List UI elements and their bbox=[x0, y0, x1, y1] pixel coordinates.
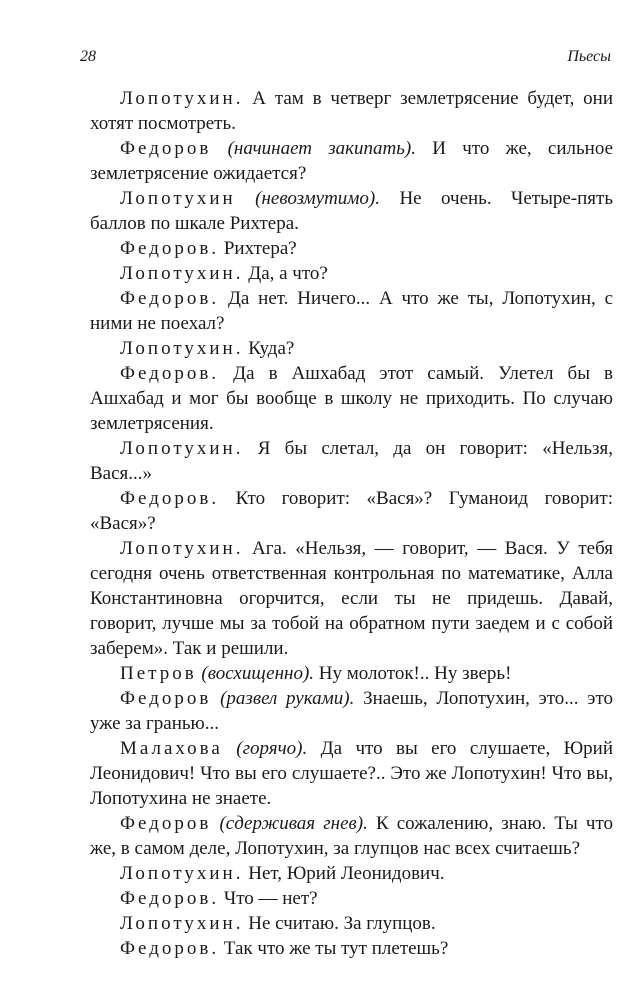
speaker-name: Лопотухин. bbox=[120, 263, 244, 284]
replica bbox=[90, 186, 613, 236]
stage-direction: (начинает закипать). bbox=[227, 138, 417, 159]
replica bbox=[90, 686, 613, 736]
page-header bbox=[80, 48, 611, 72]
speaker-name: Федоров. bbox=[120, 938, 220, 959]
replica-text: Да, а что? bbox=[248, 263, 328, 284]
replica-text: Рихтера? bbox=[223, 238, 297, 259]
replica bbox=[90, 736, 613, 811]
replica-text: Да нет. Ничего... А что же ты, Лопотухин, с ними не поехал? bbox=[90, 288, 614, 334]
replica bbox=[90, 886, 613, 911]
speaker-name: Лопотухин. bbox=[120, 338, 244, 359]
replica bbox=[90, 661, 613, 686]
speaker-name: Лопотухин. bbox=[120, 538, 244, 559]
replica-text: Знаешь, Лопотухин, это... это уже за гранью... bbox=[90, 688, 613, 734]
replica-text: И что же, сильное землетрясение ожидается? bbox=[90, 138, 614, 184]
stage-direction: (сдерживая гнев). bbox=[219, 813, 368, 834]
speaker-name: Федоров bbox=[120, 138, 212, 159]
replica bbox=[90, 936, 613, 961]
speaker-name: Федоров bbox=[120, 813, 212, 834]
replica bbox=[90, 136, 613, 186]
speaker-name: Федоров. bbox=[120, 363, 220, 384]
speaker-name: Федоров. bbox=[120, 888, 220, 909]
stage-direction: (невозмутимо). bbox=[255, 188, 381, 209]
speaker-name: Лопотухин. bbox=[120, 438, 244, 459]
speaker-name: Лопотухин bbox=[120, 188, 236, 209]
replica-text: К сожалению, знаю. Ты что же, в самом деле, Лопотухин, за глупцов нас всех считаешь? bbox=[90, 813, 614, 859]
speaker-name: Федоров bbox=[120, 688, 212, 709]
speaker-name: Федоров. bbox=[120, 288, 220, 309]
replica-text: Ага. «Нельзя, — говорит, — Вася. У тебя сегодня очень ответственная контрольная по математике, Алла Константиновна огорчится, если ты не придешь. Давай, говорит, лучше мы за тобой на обратном пути заедем и с собой заберем». Так и решили. bbox=[90, 538, 613, 659]
play-text bbox=[90, 86, 613, 961]
speaker-name: Федоров. bbox=[120, 238, 220, 259]
replica-text: Я бы слетал, да он говорит: «Нельзя, Вася...» bbox=[90, 438, 614, 484]
replica-text: А там в четверг землетрясение будет, они хотят посмотреть. bbox=[90, 88, 614, 134]
replica bbox=[90, 86, 613, 136]
speaker-name: Малахова bbox=[120, 738, 223, 759]
replica bbox=[90, 336, 613, 361]
replica-text: Нет, Юрий Леонидович. bbox=[248, 863, 445, 884]
speaker-name: Петров bbox=[120, 663, 197, 684]
replica-text: Да что вы его слушаете, Юрий Леонидович! Что вы его слушаете?.. Это же Лопотухин! Что вы, Лопотухина не знаете. bbox=[90, 738, 613, 809]
replica bbox=[90, 486, 613, 536]
replica-text: Не очень. Четыре-пять баллов по шкале Рихтера. bbox=[90, 188, 613, 234]
replica-text: Ну молоток!.. Ну зверь! bbox=[318, 663, 512, 684]
replica bbox=[90, 911, 613, 936]
speaker-name: Лопотухин. bbox=[120, 913, 244, 934]
replica-text: Кто говорит: «Вася»? Гуманоид говорит: «Вася»? bbox=[90, 488, 613, 534]
page-number: 28 bbox=[80, 48, 96, 65]
replica bbox=[90, 286, 613, 336]
replica bbox=[90, 361, 613, 436]
replica bbox=[90, 436, 613, 486]
stage-direction: (восхищенно). bbox=[201, 663, 315, 684]
replica bbox=[90, 861, 613, 886]
replica bbox=[90, 236, 613, 261]
speaker-name: Лопотухин. bbox=[120, 863, 244, 884]
stage-direction: (развел руками). bbox=[220, 688, 355, 709]
speaker-name: Федоров. bbox=[120, 488, 220, 509]
stage-direction: (горячо). bbox=[236, 738, 308, 759]
replica-text: Что — нет? bbox=[223, 888, 318, 909]
speaker-name: Лопотухин. bbox=[120, 88, 244, 109]
replica bbox=[90, 811, 613, 861]
replica bbox=[90, 536, 613, 661]
replica-text: Куда? bbox=[248, 338, 295, 359]
replica-text: Не считаю. За глупцов. bbox=[248, 913, 436, 934]
replica-text: Да в Ашхабад этот самый. Улетел бы в Ашхабад и мог бы вообще в школу не приходить. По случаю землетрясения. bbox=[90, 363, 614, 434]
running-title: Пьесы bbox=[567, 48, 611, 65]
replica-text: Так что же ты тут плетешь? bbox=[223, 938, 449, 959]
replica bbox=[90, 261, 613, 286]
